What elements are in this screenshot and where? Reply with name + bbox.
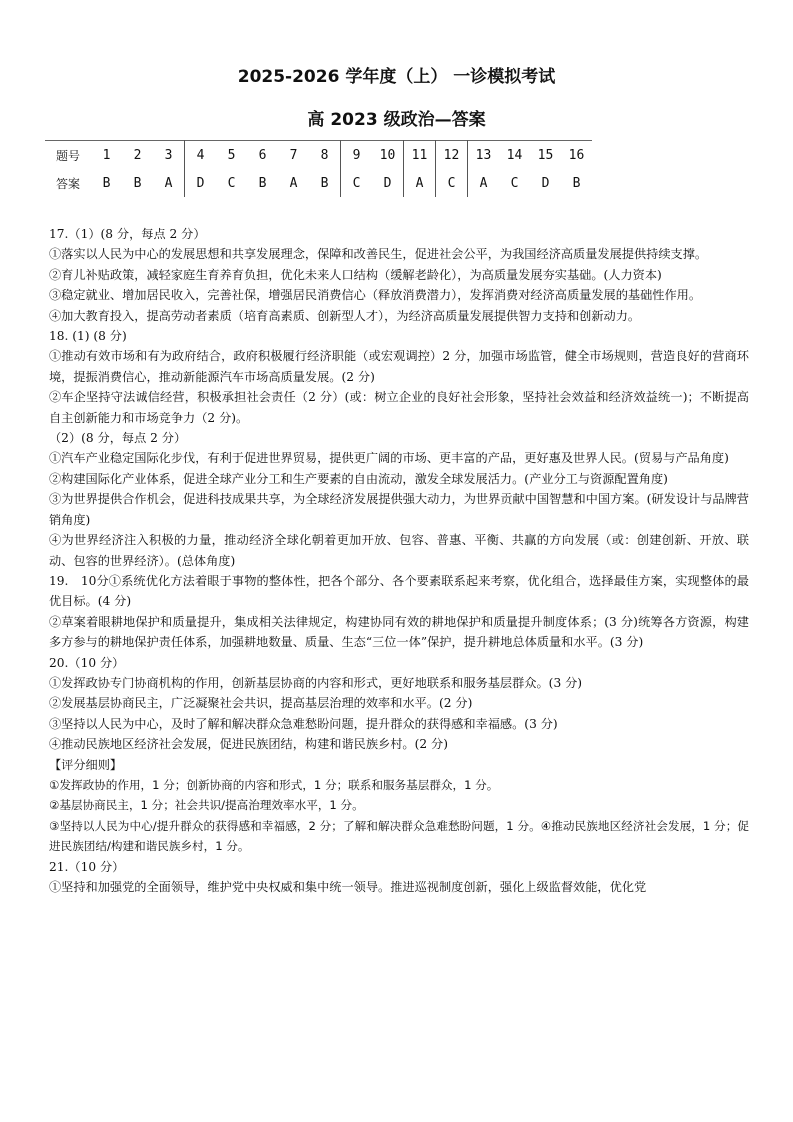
- answer-cell: B: [572, 175, 581, 191]
- answer-point: ②草案着眼耕地保护和质量提升，集成相关法律规定，构建协同有效的耕地保护和质量提升制度体系；(3 分)统筹各方资源，构建多方参与的耕地保护责任体系，加强耕地数量、质量、生态“三位一体”保护，提升耕地总体质量和水平。(3 分): [49, 614, 749, 650]
- question-number: 11: [404, 141, 436, 170]
- question-number: 3: [153, 141, 185, 170]
- answer-point: ③为世界提供合作机会，促进科技成果共享，为全球经济发展提供强大动力，为世界贡献中国智慧和中国方案。(研发设计与品牌营销角度): [49, 492, 749, 527]
- answer-body: [49, 224, 749, 897]
- page-title: 2025-2026 学年度（上） 一诊模拟考试: [237, 67, 556, 87]
- answer-point: ④为世界经济注入积极的力量，推动经济全球化朝着更加开放、包容、普惠、平衡、共赢的方向发展（或：创建创新、开放、联动、包容的世界经济）。(总体角度): [49, 533, 749, 568]
- answer-point: ④推动民族地区经济社会发展，促进民族团结，构建和谐民族乡村。(2 分): [49, 737, 448, 752]
- question-number: 14: [499, 141, 530, 170]
- scoring-rule: ③坚持以人民为中心/提升群众的获得感和幸福感，2 分；了解和解决群众急难愁盼问题，1 分。④推动民族地区经济社会发展，1 分；促进民族团结/构建和谐民族乡村，1 分。: [49, 818, 749, 854]
- answer-point: ②车企坚持守法诚信经营，积极承担社会责任（2 分）(或：树立企业的良好社会形象，坚持社会效益和经济效益统一)；不断提高自主创新能力和市场竞争力（2 分)。: [49, 390, 749, 425]
- page-subtitle: 高 2023 级政治—答案: [307, 110, 486, 130]
- answer-cell: A: [404, 169, 436, 197]
- answer-cell: C: [352, 175, 361, 191]
- q19-answer: 19. 10分①系统优化方法着眼于事物的整体性，把各个部分、各个要素联系起来考察，优化组合，选择最佳方案，实现整体的最优目标。(4 分): [49, 573, 749, 609]
- answer-point: ③坚持以人民为中心，及时了解和解决群众急难愁盼问题，提升群众的获得感和幸福感。(3 分): [49, 716, 558, 731]
- question-number: 1: [91, 141, 122, 170]
- answer-point: ②发展基层协商民主，广泛凝聚社会共识，提高基层治理的效率和水平。(2 分): [49, 696, 473, 711]
- q17-heading: 17.（1）(8 分，每点 2 分）: [49, 227, 206, 241]
- question-number: 7: [278, 141, 309, 170]
- answer-cell: D: [372, 169, 404, 197]
- question-number: 9: [341, 141, 373, 170]
- answer-point: ②育儿补贴政策，减轻家庭生育养育负担，优化未来人口结构（缓解老龄化），为高质量发展夯实基础。(人力资本): [49, 267, 662, 282]
- question-number: 12: [436, 141, 468, 170]
- answer-point: ①汽车产业稳定国际化步伐，有利于促进世界贸易，提供更广阔的市场、更丰富的产品，更好惠及世界人民。(贸易与产品角度): [49, 451, 729, 466]
- question-number: 4: [185, 141, 217, 170]
- answer-table-number-row: [45, 141, 592, 170]
- q21-heading: 21.（10 分）: [49, 859, 125, 874]
- answer-cell: A: [479, 175, 488, 191]
- question-number: 2: [122, 141, 153, 170]
- answer-cell: A: [289, 175, 298, 191]
- answer-point: ①落实以人民为中心的发展思想和共享发展理念，保障和改善民生，促进社会公平，为我国经济高质量发展提供持续支撑。: [49, 247, 708, 262]
- question-number: 6: [247, 141, 278, 170]
- scoring-rule: ①发挥政协的作用，1 分；创新协商的内容和形式，1 分；联系和服务基层群众，1 分。: [49, 777, 499, 792]
- scoring-rule: ②基层协商民主，1 分；社会共识/提高治理效率水平，1 分。: [49, 798, 364, 813]
- question-number: 16: [561, 141, 592, 170]
- answer-cell: B: [102, 175, 111, 191]
- row-label-number: 题号: [45, 141, 91, 170]
- answer-table-answer-row: [45, 169, 592, 197]
- answer-point: ④加大教育投入，提高劳动者素质（培育高素质、创新型人才），为经济高质量发展提供智力支持和创新动力。: [49, 308, 641, 323]
- answer-cell: B: [133, 175, 142, 191]
- answer-cell: C: [510, 175, 519, 191]
- answer-point: ①发挥政协专门协商机构的作用，创新基层协商的内容和形式，更好地联系和服务基层群众。(3 分): [49, 675, 583, 690]
- row-label-answer: 答案: [55, 176, 80, 191]
- question-number: 13: [468, 141, 500, 170]
- answer-point: ③稳定就业、增加居民收入，完善社保，增强居民消费信心（释放消费潜力），发挥消费对经济高质量发展的基础性作用。: [49, 288, 702, 303]
- question-number: 15: [530, 141, 561, 170]
- question-number: 8: [309, 141, 341, 170]
- answer-cell: A: [153, 169, 185, 197]
- q18-heading: 18. (1) (8 分): [49, 329, 127, 344]
- scoring-rules-heading: 【评分细则】: [49, 757, 123, 772]
- answer-cell: C: [227, 175, 236, 191]
- answer-cell: D: [196, 175, 205, 191]
- answer-table: [45, 140, 592, 197]
- answer-cell: B: [309, 169, 341, 197]
- answer-point: ①推动有效市场和有为政府结合，政府积极履行经济职能（或宏观调控）2 分，加强市场监管，健全市场规则，营造良好的营商环境，提振消费信心，推动新能源汽车市场高质量发展。(2 分): [49, 349, 749, 384]
- answer-point: ①坚持和加强党的全面领导，维护党中央权威和集中统一领导。推进巡视制度创新，强化上级监督效能，优化党: [49, 880, 647, 894]
- q20-heading: 20.（10 分）: [49, 655, 125, 670]
- answer-point: ②构建国际化产业体系，促进全球产业分工和生产要素的自由流动，激发全球发展活力。(产业分工与资源配置角度): [49, 471, 668, 486]
- answer-cell: C: [436, 169, 468, 197]
- question-number: 10: [372, 141, 404, 170]
- q18-part2-heading: （2）(8 分，每点 2 分）: [49, 431, 187, 446]
- answer-cell: B: [258, 175, 267, 191]
- answer-cell: D: [541, 175, 550, 191]
- question-number: 5: [216, 141, 247, 170]
